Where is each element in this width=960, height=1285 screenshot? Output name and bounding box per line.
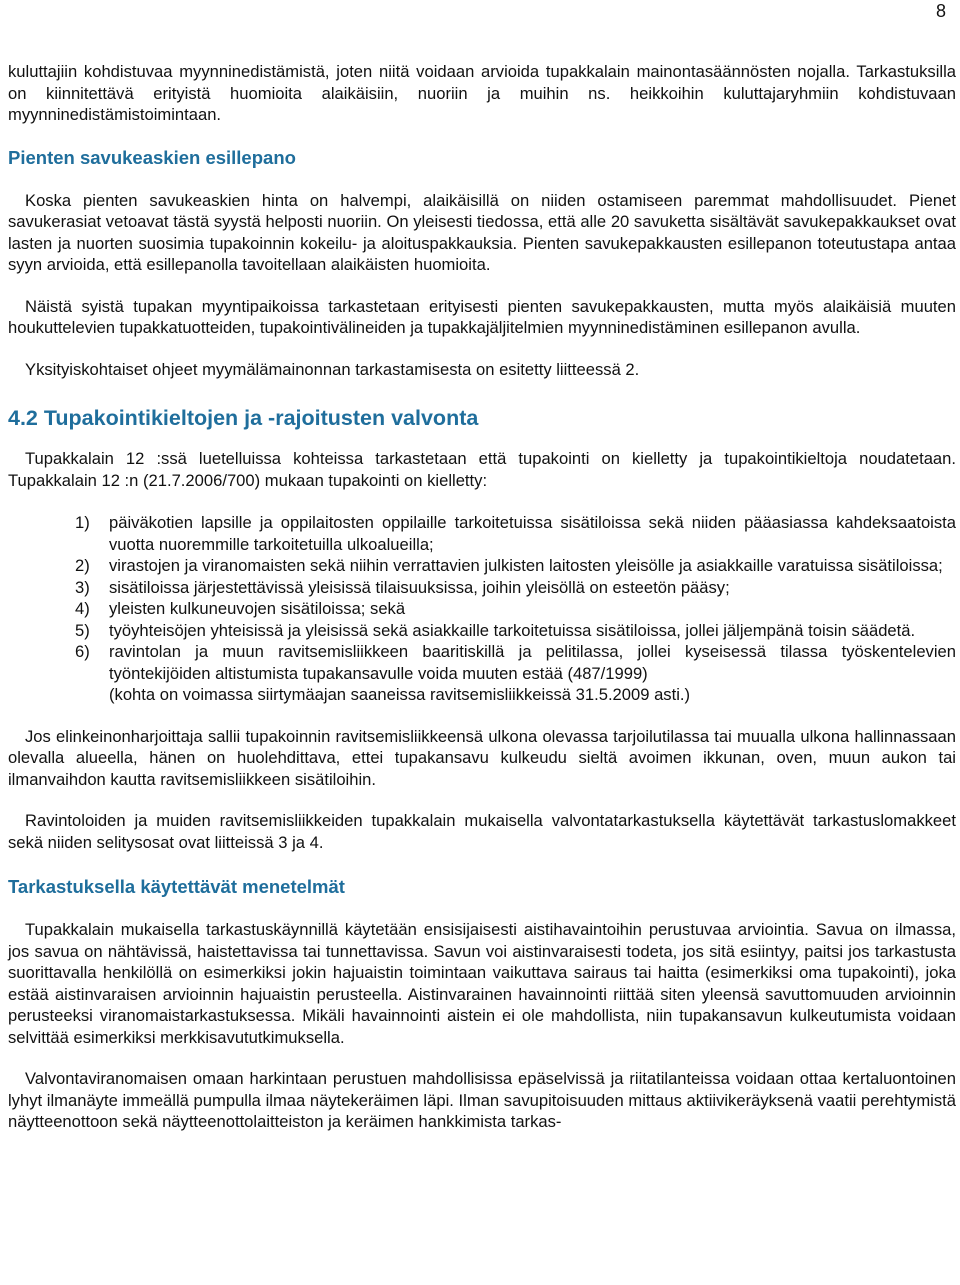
methods-paragraph-1: Tupakkalain mukaisella tarkastuskäynnillä käytetään ensisijaisesti aistihavaintoihin perustuvaa arviointia. Savua on ilmassa, jos savua on nähtävissä, haistettavissa tai tunnettavissa. Savun voi aistinvaraisesti todeta, jos sitä esiintyy, paitsi jos tarkastusta suorittavalla henkilöllä on esimerkiksi jokin hajuaistin toimintaan vaikuttava sairaus tai haitta (esimerkiksi oma tupakointi), joka estää aistinvaraisen arvioinnin hajuaistin perusteella. Aistinvarainen havainnointi riittää siten yleensä savuttomuuden arvioinnin perusteeksi viranomaistarkastuksessa. Mikäli havainnointi aistein ei ole mahdollista, niin tupakansavun kulkeutumista voidaan selvittää esimerkiksi merkkisavututkimuksella. xyxy=(8,920,956,1047)
list-item xyxy=(8,555,956,577)
section-4-2-intro: Tupakkalain 12 :ssä luetelluissa kohteissa tarkastetaan että tupakointi on kielletty ja tupakointikieltoja noudatetaan. Tupakkalain 12 :n (21.7.2006/700) mukaan tupakointi on kielletty: xyxy=(8,449,956,490)
page-number: 8 xyxy=(935,1,946,21)
list-item-number: 5) xyxy=(75,620,90,640)
list-item-text: yleisten kulkuneuvojen sisätiloissa; sekä xyxy=(109,599,406,618)
list-item-number: 2) xyxy=(75,556,90,575)
list-item xyxy=(8,620,956,642)
small-packs-paragraph-1: Koska pienten savukeaskien hinta on halvempi, alaikäisillä on niiden ostamiseen paremmat mahdollisuudet. Pienet savukerasiat vetoavat tästä syystä helposti nuoriin. On yleisesti tiedossa, että alle 20 savuketta sisältävät savukepakkaukset ovat lasten ja nuorten suosimia tupakoinnin kokeilu- ja aloituspakkauksia. Pienten savukepakkausten esillepanon toteutustapa antaa syyn arvioida, että esillepanolla tavoitellaan alaikäisten huomioita. xyxy=(8,190,956,274)
list-item xyxy=(8,512,956,555)
list-item xyxy=(8,641,956,684)
list-item xyxy=(8,598,956,620)
heading-methods: Tarkastuksella käytettävät menetelmät xyxy=(8,876,345,897)
list-item-text: työyhteisöjen yhteisissä ja yleisissä sekä asiakkaille tarkoitetuissa sisätiloissa, jollei jäljempänä toisin säädetä. xyxy=(109,620,916,640)
list-item xyxy=(8,577,956,599)
methods-paragraph-2: Valvontaviranomaisen omaan harkintaan perustuen mahdollisissa epäselvissä ja riitatilanteissa voidaan ottaa kertaluontoinen lyhyt ilmanäyte immeällä pumpulla ilmaa näytekeräimen läpi. Ilman savupitoisuuden mittaus aktiivikeräyksenä vaatii perehtymistä näytteenottoon sekä näytteenottolaitteiston ja keräimen hankkimista tarkas- xyxy=(8,1069,956,1131)
list-item-text: virastojen ja viranomaisten sekä niihin verrattavien julkisten laitosten yleisölle ja asiakkaille varatuissa sisätiloissa; xyxy=(109,556,943,575)
smoking-ban-list xyxy=(8,512,956,684)
list-item-number: 1) xyxy=(75,513,90,532)
list-item-number: 6) xyxy=(75,642,90,661)
small-packs-paragraph-3: Yksityiskohtaiset ohjeet myymälämainonnan tarkastamisesta on esitetty liitteessä 2. xyxy=(25,359,640,379)
document-body xyxy=(8,61,956,1133)
small-packs-paragraph-2: Näistä syistä tupakan myyntipaikoissa tarkastetaan erityisesti pienten savukepakkausten, mutta myös alaikäisiä muuten houkuttelevien tupakkatuotteiden, tupakointivälineiden ja tupakkajäljitelmien myynninedistäminen esillepanon avulla. xyxy=(8,296,956,337)
heading-small-packs: Pienten savukeaskien esillepano xyxy=(8,146,296,168)
rule-6-note: (kohta on voimassa siirtymäajan saaneissa ravitsemisliikkeissä 31.5.2009 asti.) xyxy=(109,685,691,704)
list-item-number: 3) xyxy=(75,577,90,597)
list-item-number: 4) xyxy=(75,599,90,618)
list-item-text: ravintolan ja muun ravitsemisliikkeen baaritiskillä ja pelitilassa, jollei kyseisessä tilassa työskentelevien työntekijöiden altistumista tupakansavulle voida muuten estää (487/1999) xyxy=(109,642,956,683)
outdoor-paragraph: Jos elinkeinonharjoittaja sallii tupakoinnin ravitsemisliikkeensä ulkona olevassa tarjoilutilassa tai muualla ulkona hallinnassaan olevalla alueella, hänen on huolehdittava, ettei tupakansavu kulkeudu sieltä avoimen ikkunan, oven, muun aukon tai ilmanvaihdon kautta ravitsemisliikkeen sisätiloihin. xyxy=(8,726,956,789)
intro-paragraph: kuluttajiin kohdistuvaa myynninedistämistä, joten niitä voidaan arvioida tupakkalain mainontasäännösten nojalla. Tarkastuksilla on kiinnitettävä erityistä huomioita alaikäisiin, nuoriin ja muihin ns. heikkoihin kuluttajaryhmiin kohdistuvaan myynninedistämistoimintaan. xyxy=(8,62,956,124)
forms-paragraph: Ravintoloiden ja muiden ravitsemisliikkeiden tupakkalain mukaisella valvontatarkastuksella käytettävät tarkastuslomakkeet sekä niiden selitysosat ovat liitteissä 3 ja 4. xyxy=(8,811,956,852)
heading-4-2: 4.2 Tupakointikieltojen ja -rajoitusten valvonta xyxy=(8,406,479,430)
list-item-text: sisätiloissa järjestettävissä yleisissä tilaisuuksissa, joihin yleisöllä on esteetön pääsy; xyxy=(109,577,730,597)
list-item-text: päiväkotien lapsille ja oppilaitosten oppilaille tarkoitetuissa sisätiloissa sekä niiden pääasiassa kahdeksaatoista vuotta nuoremmille tarkoitetuilla ulkoalueilla; xyxy=(109,513,956,554)
